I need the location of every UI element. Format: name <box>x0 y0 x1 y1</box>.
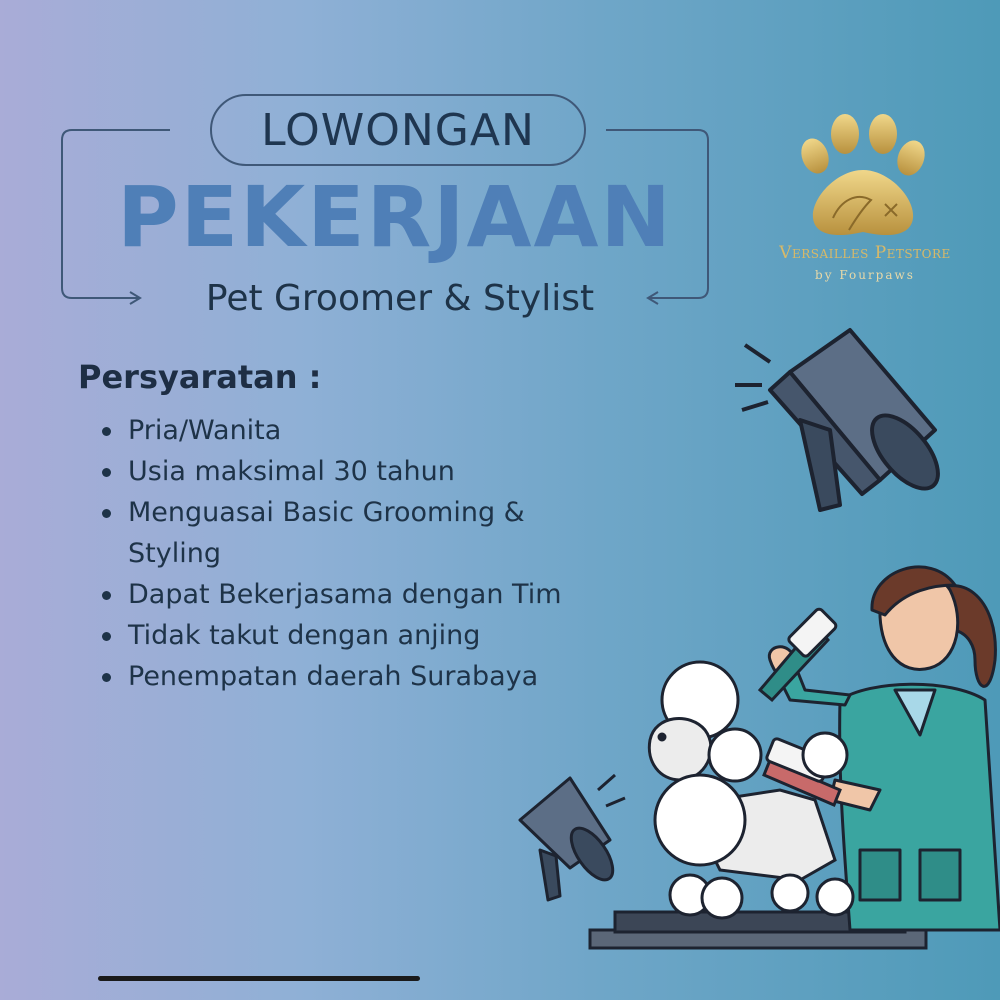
list-item: Usia maksimal 30 tahun <box>100 451 600 492</box>
job-position: Pet Groomer & Stylist <box>205 278 595 319</box>
megaphone-icon <box>520 775 625 900</box>
brand-tagline: by Fourpaws <box>815 268 915 282</box>
brand-name: Versailles Petstore <box>779 243 951 263</box>
divider <box>98 976 420 981</box>
requirements-title: Persyaratan : <box>78 358 322 396</box>
list-item: Tidak takut dengan anjing <box>100 615 600 656</box>
page-title: PEKERJAAN <box>117 168 673 266</box>
list-item: Penempatan daerah Surabaya <box>100 656 600 697</box>
list-item: Dapat Bekerjasama dengan Tim <box>100 574 600 615</box>
list-item: Menguasai Basic Grooming & Styling <box>100 492 600 574</box>
header-label: LOWONGAN <box>261 104 535 156</box>
list-item: Pria/Wanita <box>100 410 600 451</box>
megaphone-icon <box>735 330 950 510</box>
